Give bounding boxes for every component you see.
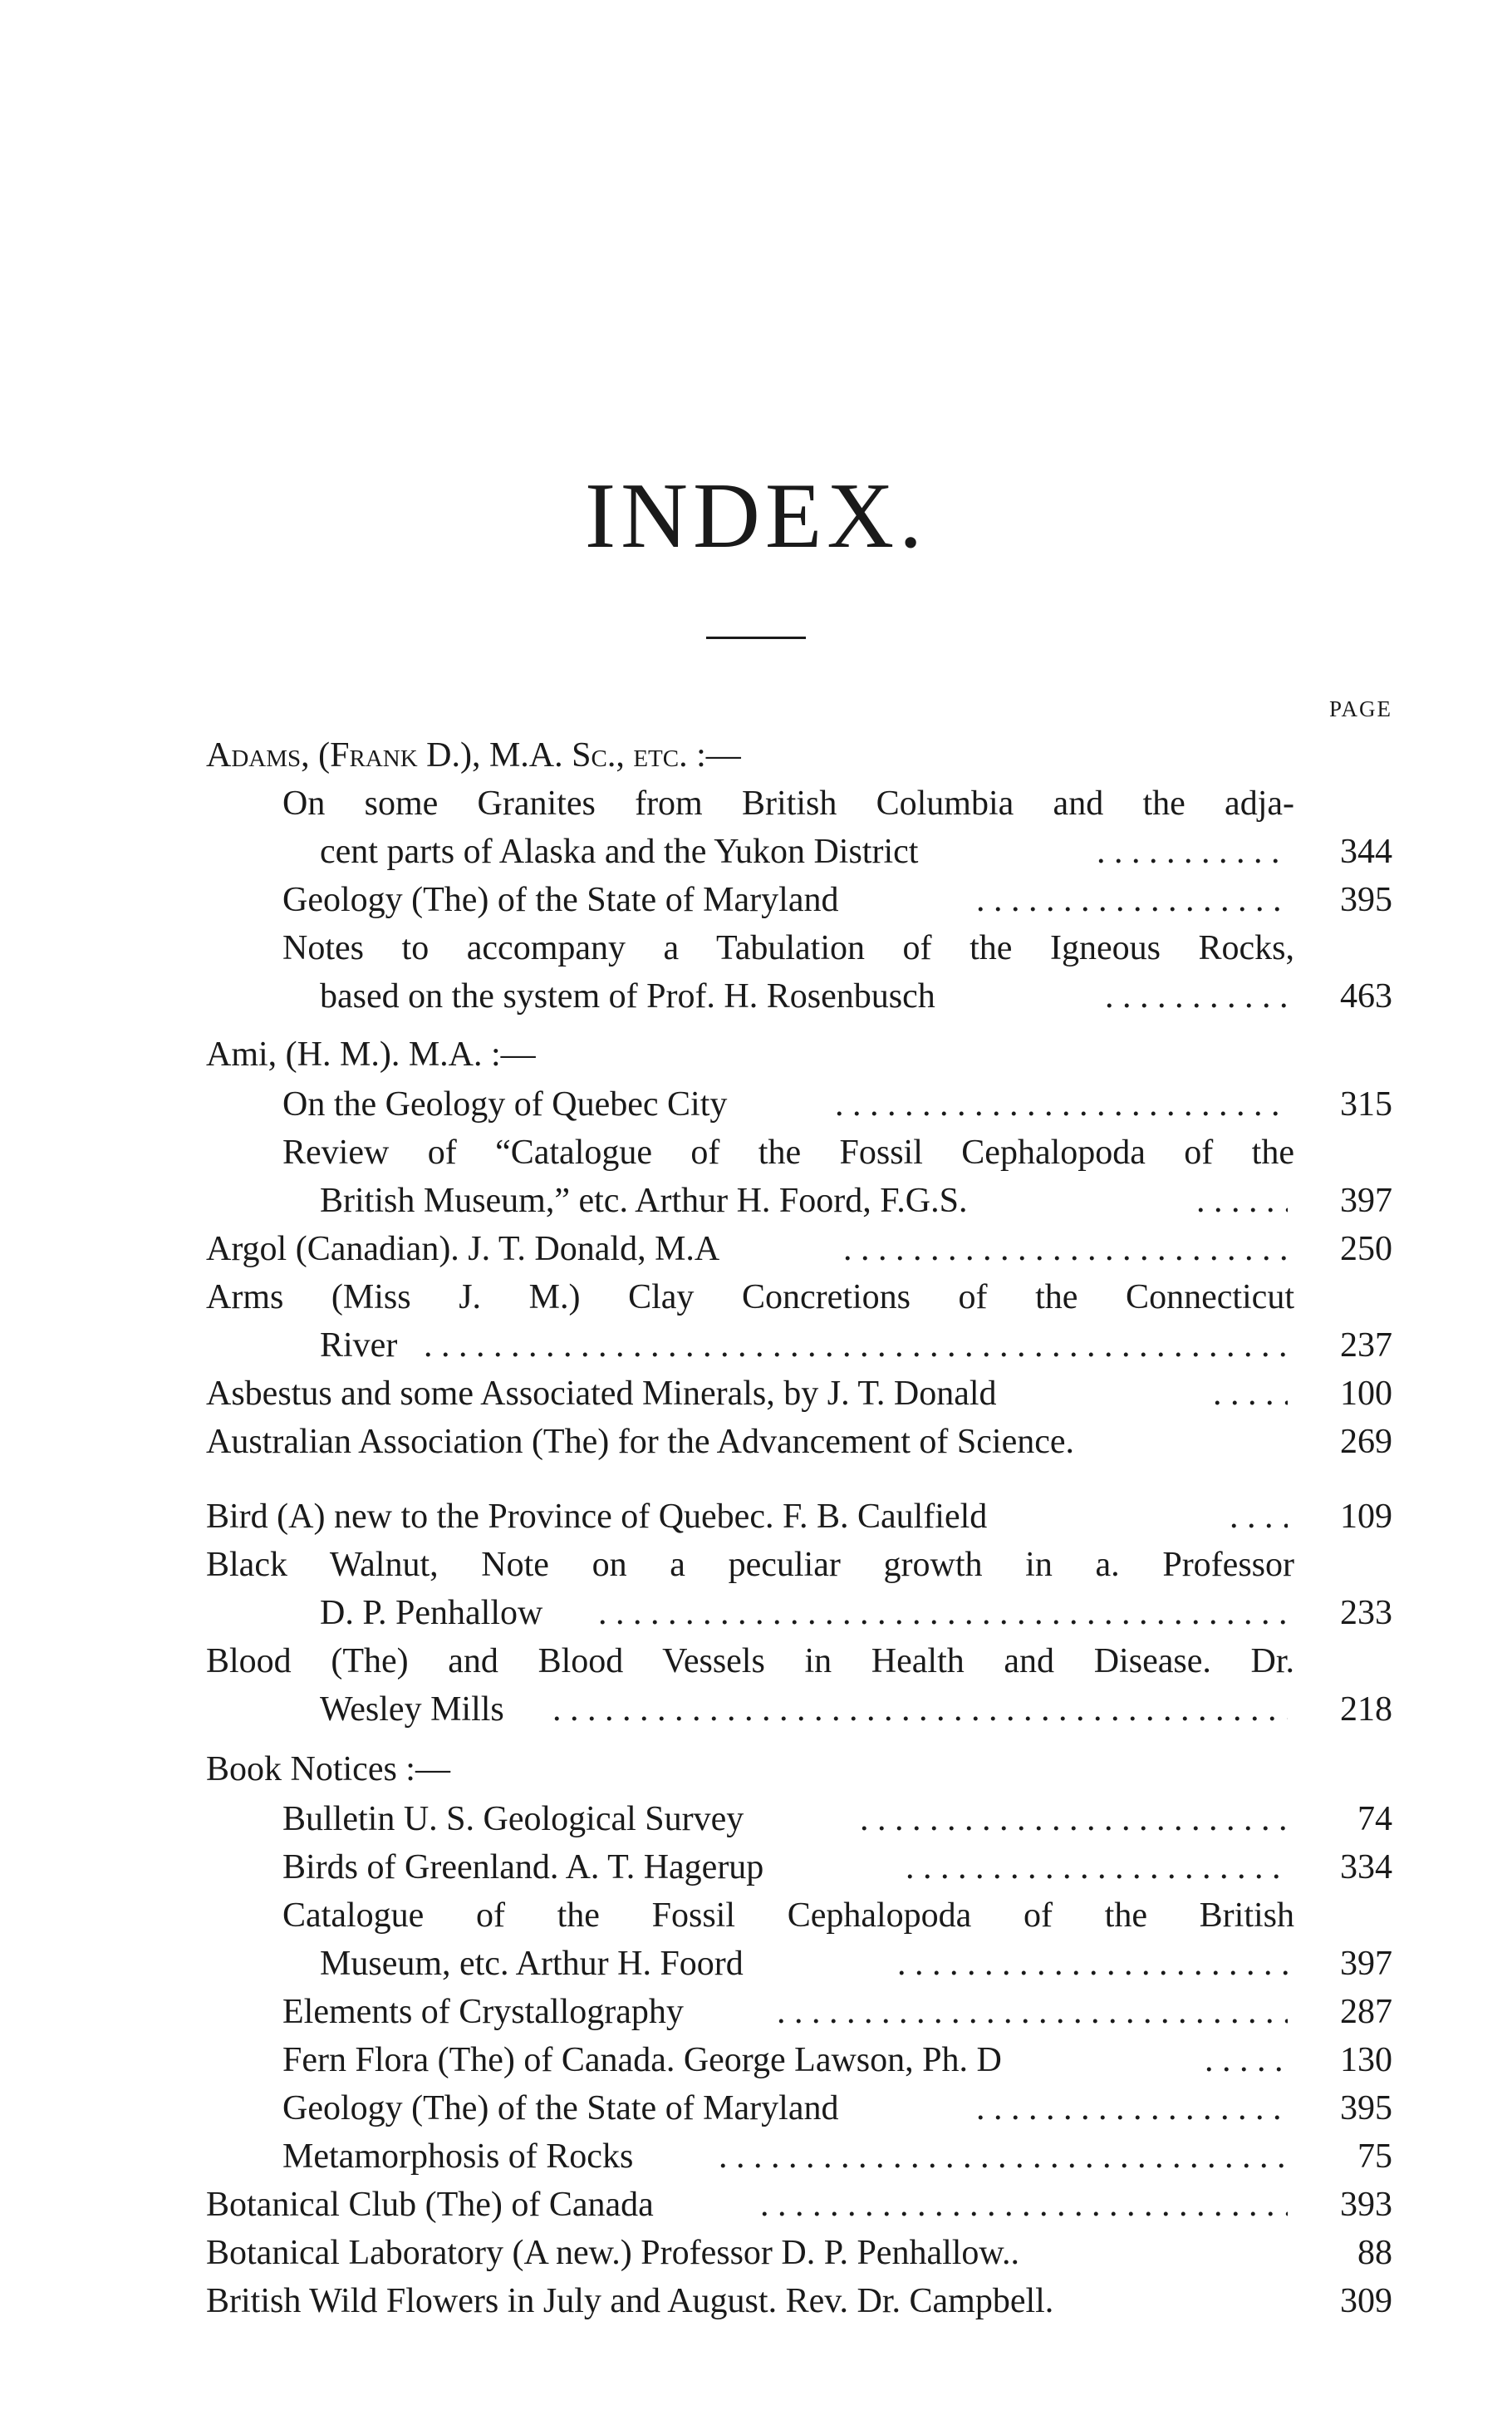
entry-text: Bulletin U. S. Geological Survey [282, 1800, 744, 1838]
index-entry [0, 1080, 1512, 1129]
title-rule [706, 637, 806, 639]
entry-text: On the Geology of Quebec City [282, 1085, 728, 1124]
dot-leader [719, 2132, 1288, 2181]
index-entry [0, 1589, 1512, 1637]
entry-text: Book Notices :— [206, 1750, 450, 1788]
page-title: INDEX. [584, 465, 928, 568]
entry-text: British Museum,” etc. Arthur H. Foord, F.G.S. [320, 1182, 968, 1220]
entry-text: based on the system of Prof. H. Rosenbusch [320, 977, 935, 1016]
index-entry [0, 1225, 1512, 1273]
index-entry [0, 1637, 1512, 1685]
page-number: 74 [1357, 1800, 1392, 1838]
page-number: 395 [1340, 2089, 1392, 2127]
index-entry [0, 1891, 1512, 1940]
index-entry [0, 2181, 1512, 2229]
dot-leader [1105, 972, 1288, 1021]
entry-text: Fern Flora (The) of Canada. George Lawson, Ph. D [282, 2041, 1002, 2079]
entry-text: Arms (Miss J. M.) Clay Concretions of the Connecticut [206, 1278, 1294, 1316]
index-entry [0, 1940, 1512, 1988]
entry-text: Argol (Canadian). J. T. Donald, M.A [206, 1230, 720, 1268]
index-entry [0, 1541, 1512, 1589]
entry-text: Review of “Catalogue of the Fossil Cephalopoda of the [282, 1134, 1294, 1172]
page-number: 100 [1340, 1375, 1392, 1413]
entry-text: D. P. Penhallow [320, 1594, 543, 1632]
dot-leader [1097, 828, 1288, 876]
index-entry [0, 1795, 1512, 1843]
entry-text: Metamorphosis of Rocks [282, 2137, 634, 2176]
page-number: 309 [1340, 2282, 1392, 2320]
dot-leader [1205, 2036, 1288, 2084]
page-number: 463 [1340, 977, 1392, 1016]
index-entry [0, 924, 1512, 972]
index-entry [0, 1493, 1512, 1541]
index-entry [0, 2132, 1512, 2181]
index-entry-heading [0, 731, 1512, 780]
page-number: 287 [1340, 1993, 1392, 2031]
entry-text: Geology (The) of the State of Maryland [282, 881, 839, 919]
entry-text: Museum, etc. Arthur H. Foord [320, 1945, 744, 1983]
index-entry [0, 1321, 1512, 1370]
index-entry-heading [0, 1030, 1512, 1079]
page-number: 397 [1340, 1182, 1392, 1220]
entry-text: Black Walnut, Note on a peculiar growth in a. Professor [206, 1546, 1294, 1584]
page-number: 397 [1340, 1945, 1392, 1983]
entry-text: British Wild Flowers in July and August. Rev. Dr. Campbell. [206, 2282, 1054, 2320]
index-entry [0, 2084, 1512, 2132]
page-number: 393 [1340, 2186, 1392, 2224]
page-number: 344 [1340, 833, 1392, 871]
page-number: 395 [1340, 881, 1392, 919]
page-column-label: PAGE [1328, 696, 1392, 721]
index-entry [0, 1273, 1512, 1321]
entry-text: Botanical Laboratory (A new.) Professor D. P. Penhallow.. [206, 2234, 1020, 2272]
entry-text: Catalogue of the Fossil Cephalopoda of the British [282, 1896, 1294, 1935]
page-number: 269 [1340, 1423, 1392, 1461]
index-entry [0, 1129, 1512, 1177]
dot-leader [1230, 1493, 1288, 1541]
dot-leader [843, 1225, 1288, 1273]
entry-text: Australian Association (The) for the Advancement of Science. [206, 1423, 1074, 1461]
index-entry [0, 1418, 1512, 1466]
entry-text: Notes to accompany a Tabulation of the Igneous Rocks, [282, 929, 1294, 967]
entry-text: Blood (The) and Blood Vessels in Health and Disease. Dr. [206, 1642, 1294, 1680]
entry-text: Bird (A) new to the Province of Quebec. F. B. Caulfield [206, 1498, 988, 1536]
index-entry [0, 972, 1512, 1021]
dot-leader [777, 1988, 1288, 2036]
entry-text: River [320, 1326, 398, 1365]
dot-leader [424, 1321, 1288, 1370]
dot-leader [1196, 1177, 1288, 1225]
index-entry [0, 876, 1512, 924]
dot-leader [976, 876, 1288, 924]
entry-text: Asbestus and some Associated Minerals, by J. T. Donald [206, 1375, 997, 1413]
index-entry-heading [0, 1745, 1512, 1793]
entry-text: cent parts of Alaska and the Yukon District [320, 833, 919, 871]
page-number: 130 [1340, 2041, 1392, 2079]
page-number: 233 [1340, 1594, 1392, 1632]
dot-leader [1213, 1370, 1288, 1418]
page-number: 218 [1340, 1690, 1392, 1729]
dot-leader [598, 1589, 1288, 1637]
entry-text: Geology (The) of the State of Maryland [282, 2089, 839, 2127]
index-entry [0, 1988, 1512, 2036]
page-number: 88 [1357, 2234, 1392, 2272]
page-number: 109 [1340, 1498, 1392, 1536]
entry-text: Botanical Club (The) of Canada [206, 2186, 654, 2224]
dot-leader [552, 1685, 1288, 1734]
dot-leader [897, 1940, 1288, 1988]
index-entry [0, 1843, 1512, 1891]
entry-text: Birds of Greenland. A. T. Hagerup [282, 1848, 764, 1886]
entry-text: Ami, (H. M.). M.A. :— [206, 1035, 536, 1074]
index-entry [0, 1177, 1512, 1225]
page-number: 250 [1340, 1230, 1392, 1268]
page-number: 315 [1340, 1085, 1392, 1124]
index-entry [0, 2036, 1512, 2084]
index-entry [0, 828, 1512, 876]
entry-text: Wesley Mills [320, 1690, 504, 1729]
index-entry [0, 780, 1512, 828]
index-entry [0, 1370, 1512, 1418]
entry-text: Adams, (Frank D.), M.A. Sc., etc. :— [206, 736, 741, 775]
page-number: 334 [1340, 1848, 1392, 1886]
dot-leader [860, 1795, 1288, 1843]
index-entry [0, 2229, 1512, 2277]
entry-text: On some Granites from British Columbia and the adja- [282, 785, 1294, 823]
page-number: 237 [1340, 1326, 1392, 1365]
page-number: 75 [1357, 2137, 1392, 2176]
dot-leader [760, 2181, 1288, 2229]
dot-leader [976, 2084, 1288, 2132]
entry-text: Elements of Crystallography [282, 1993, 684, 2031]
dot-leader [835, 1080, 1288, 1129]
index-entry [0, 1685, 1512, 1734]
index-entry [0, 2277, 1512, 2325]
dot-leader [906, 1843, 1288, 1891]
